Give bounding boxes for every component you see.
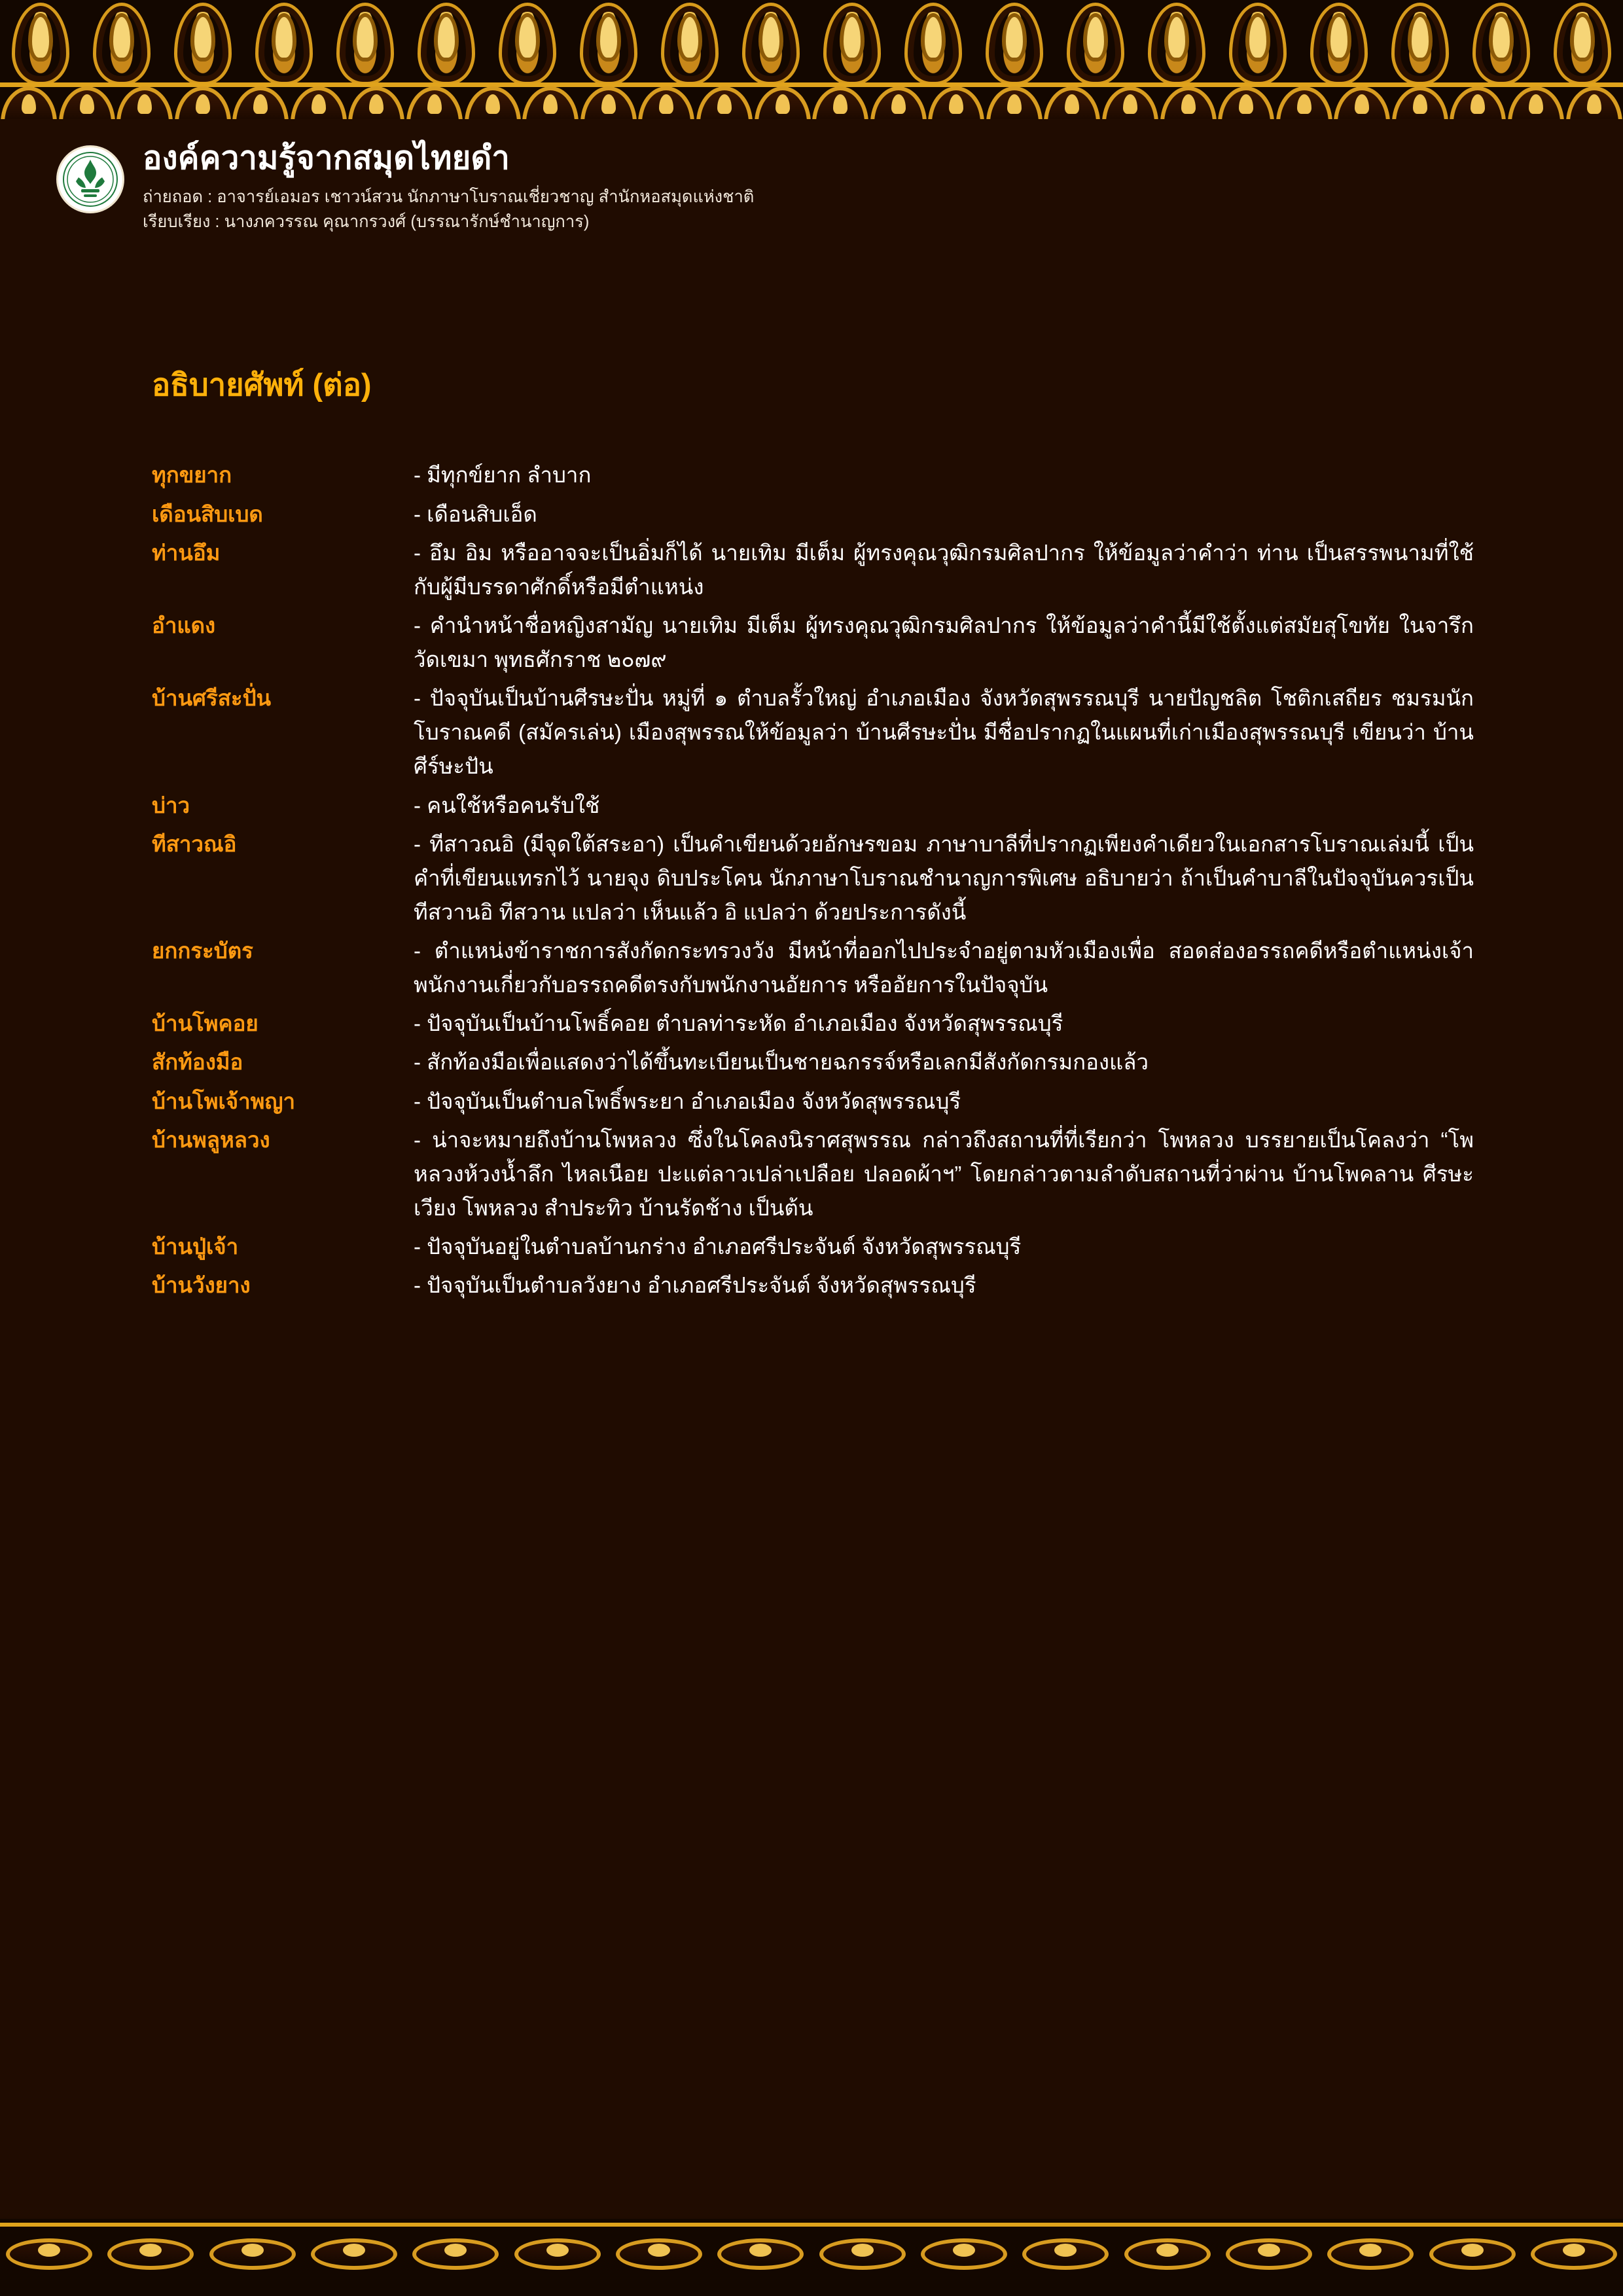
thai-pattern-motif-icon <box>162 0 243 82</box>
list-item <box>152 827 1474 929</box>
thai-flame-motif-icon <box>812 81 869 119</box>
glossary-term: บ้านวังยาง <box>152 1273 251 1298</box>
thai-pattern-motif-icon <box>1055 0 1136 82</box>
thai-flame-motif-icon <box>754 81 812 119</box>
top-decorative-border <box>0 0 1623 119</box>
thai-flame-motif-icon <box>348 81 405 119</box>
bottom-ornament-row <box>0 2234 1623 2269</box>
divider-line <box>0 2223 1623 2227</box>
thai-pattern-motif-icon <box>1298 0 1380 82</box>
thai-pattern-motif-icon <box>812 0 893 82</box>
thai-flame-motif-icon <box>580 81 637 119</box>
thai-pattern-motif-icon <box>893 0 974 82</box>
credit-transcriber: ถ่ายถอด : อาจารย์เอมอร เชาวน์สวน นักภาษาโบราณเชี่ยวชาญ สำนักหอสมุดแห่งชาติ <box>143 187 755 206</box>
thai-flame-motif-icon <box>290 81 348 119</box>
thai-flame-motif-icon <box>58 81 116 119</box>
thai-pattern-motif-icon <box>1542 0 1623 82</box>
thai-flame-motif-icon <box>986 81 1043 119</box>
thai-flame-motif-icon <box>637 81 695 119</box>
glossary-definition: - อึม อิม หรืออาจจะเป็นอิ่มก็ได้ นายเทิม มีเต็ม ผู้ทรงคุณวุฒิกรมศิลปากร ให้ข้อมูลว่าคำว่า ท่าน เป็นสรรพนามที่ใช้กับผู้มีบรรดาศักดิ์หรือมีตำแหน่ง <box>414 540 1474 599</box>
glossary-definition: - ทีสาวณอิ (มีจุดใต้สระอา) เป็นคำเขียนด้วยอักษรขอม ภาษาบาลีที่ปรากฏเพียงคำเดียวในเอกสารโบราณเล่มนี้ เป็นคำที่เขียนแทรกไว้ นายจุง ดิบประโคน นักภาษาโบราณชำนาญการพิเศษ อธิบายว่า ถ้าเป็นคำบาลีในปัจจุบันควรเป็น ทีสวานอิ ทีสวาน แปลว่า เห็นแล้ว อิ แปลว่า ด้วยประการดังนี้ <box>414 831 1474 924</box>
glossary-definition: - ปัจจุบันเป็นตำบลโพธิ์พระยา อำเภอเมือง จังหวัดสุพรรณบุรี <box>414 1088 961 1113</box>
thai-flame-motif-icon <box>1160 81 1217 119</box>
glossary-term: บ้านปู่เจ้า <box>152 1234 239 1259</box>
thai-pattern-motif-icon <box>0 0 81 82</box>
thai-flame-motif-icon <box>116 81 173 119</box>
section-title: อธิบายศัพท์ (ต่อ) <box>152 367 372 402</box>
thai-scroll-motif-icon <box>1220 2234 1318 2269</box>
glossary-term: ท่านอึม <box>152 540 221 565</box>
glossary-term: บ้านศรีสะปั่น <box>152 686 272 711</box>
thai-flame-motif-icon <box>1391 81 1449 119</box>
document-body <box>0 367 1623 1307</box>
glossary-definition: - ปัจจุบันเป็นตำบลวังยาง อำเภอศรีประจันต์ จังหวัดสุพรรณบุรี <box>414 1273 976 1298</box>
glossary-term: บ้านโพคอย <box>152 1011 259 1036</box>
thai-pattern-motif-icon <box>81 0 162 82</box>
thai-pattern-motif-icon <box>1217 0 1298 82</box>
thai-flame-motif-icon <box>522 81 579 119</box>
thai-flame-motif-icon <box>174 81 232 119</box>
thai-scroll-motif-icon <box>305 2234 403 2269</box>
thai-flame-motif-icon <box>1275 81 1333 119</box>
glossary-definition: - มีทุกข์ยาก ลำบาก <box>414 463 592 488</box>
glossary-definition: - คำนำหน้าชื่อหญิงสามัญ นายเทิม มีเต็ม ผู้ทรงคุณวุฒิกรมศิลปากร ให้ข้อมูลว่าคำนี้มีใช้ตั้งแต่สมัยสุโขทัย ในจารึกวัดเขมา พุทธศักราช ๒๐๗๙ <box>414 613 1474 672</box>
list-item <box>152 1045 1474 1079</box>
thai-scroll-motif-icon <box>508 2234 607 2269</box>
glossary-definition: - คนใช้หรือคนรับใช้ <box>414 793 600 817</box>
thai-scroll-motif-icon <box>610 2234 708 2269</box>
glossary-definition: - เดือนสิบเอ็ด <box>414 501 537 526</box>
thai-flame-motif-icon <box>406 81 463 119</box>
glossary-term: เดือนสิบเบด <box>152 501 263 526</box>
list-item <box>152 1268 1474 1302</box>
glossary-term: ยกกระบัตร <box>152 939 253 963</box>
top-ornament-row-large <box>0 0 1623 82</box>
thai-flame-motif-icon <box>1565 81 1623 119</box>
thai-flame-motif-icon <box>870 81 927 119</box>
thai-flame-motif-icon <box>1043 81 1101 119</box>
list-item <box>152 681 1474 783</box>
glossary-definition: - ปัจจุบันเป็นบ้านศีรษะปั่น หมู่ที่ ๑ ตำบลรั้วใหญ่ อำเภอเมือง จังหวัดสุพรรณบุรี นายปัญชลิต โชติกเสถียร ชมรมนักโบราณคดี (สมัครเล่น) เมืองสุพรรณให้ข้อมูลว่า บ้านศีรษะปั่น มีชื่อปรากฏในแผนที่เก่าเมืองสุพรรณบุรี เขียนว่า บ้านศีร์ษะปัน <box>414 686 1474 779</box>
thai-flame-motif-icon <box>464 81 522 119</box>
thai-scroll-motif-icon <box>204 2234 302 2269</box>
thai-scroll-motif-icon <box>1016 2234 1115 2269</box>
thai-pattern-motif-icon <box>1380 0 1461 82</box>
thai-pattern-motif-icon <box>1461 0 1542 82</box>
list-item <box>152 1007 1474 1041</box>
glossary-term: ทุกขยาก <box>152 463 232 488</box>
glossary-term: อำแดง <box>152 613 216 637</box>
glossary-definition: - ปัจจุบันเป็นบ้านโพธิ์คอย ตำบลท่าระหัด อำเภอเมือง จังหวัดสุพรรณบุรี <box>414 1011 1063 1036</box>
glossary-term: บ้านพลูหลวง <box>152 1127 270 1152</box>
top-ornament-row-small <box>0 81 1623 119</box>
list-item <box>152 1123 1474 1225</box>
list-item <box>152 609 1474 677</box>
bottom-decorative-border <box>0 2219 1623 2296</box>
thai-flame-motif-icon <box>927 81 985 119</box>
list-item <box>152 789 1474 823</box>
thai-scroll-motif-icon <box>1423 2234 1522 2269</box>
glossary-term: สักท้องมือ <box>152 1050 243 1075</box>
thai-flame-motif-icon <box>232 81 289 119</box>
thai-pattern-motif-icon <box>1136 0 1217 82</box>
glossary-definition: - ตำแหน่งข้าราชการสังกัดกระทรวงวัง มีหน้าที่ออกไปประจำอยู่ตามหัวเมืองเพื่อ สอดส่องอรรถคดีหรือตำแหน่งเจ้าพนักงานเกี่ยวกับอรรถคดีตรงกับพนักงานอัยการ หรืออัยการในปัจจุบัน <box>414 939 1474 997</box>
thai-flame-motif-icon <box>1507 81 1565 119</box>
glossary-definition: - น่าจะหมายถึงบ้านโพหลวง ซึ่งในโคลงนิราศสุพรรณ กล่าวถึงสถานที่ที่เรียกว่า โพหลวง บรรยายเป็นโคลงว่า “โพหลวงห้วงน้ำลึก ไหลเนือย ปะแต่ลาวเปล่าเปลือย ปลอดผ้าฯ” โดยกล่าวตามลำดับสถานที่ว่าผ่าน บ้านโพคลาน ศีรษะเวียง โพหลวง สำประทิว บ้านรัดช้าง เป็นต้น <box>414 1127 1474 1220</box>
thai-scroll-motif-icon <box>101 2234 200 2269</box>
thai-pattern-motif-icon <box>487 0 568 82</box>
thai-scroll-motif-icon <box>1118 2234 1217 2269</box>
national-library-seal-icon <box>56 145 124 213</box>
header-text-block <box>143 136 1567 234</box>
glossary-definition: - สักท้องมือเพื่อแสดงว่าได้ขึ้นทะเบียนเป็นชายฉกรรจ์หรือเลกมีสังกัดกรมกองแล้ว <box>414 1050 1149 1075</box>
glossary-list <box>152 458 1474 1302</box>
thai-scroll-motif-icon <box>915 2234 1013 2269</box>
list-item <box>152 934 1474 1002</box>
thai-pattern-motif-icon <box>406 0 487 82</box>
glossary-term: บ่าว <box>152 793 190 817</box>
thai-pattern-motif-icon <box>243 0 325 82</box>
glossary-term: ทีสาวณอิ <box>152 831 237 856</box>
thai-scroll-motif-icon <box>406 2234 505 2269</box>
thai-scroll-motif-icon <box>1525 2234 1623 2269</box>
thai-flame-motif-icon <box>1333 81 1391 119</box>
glossary-definition: - ปัจจุบันอยู่ในตำบลบ้านกร่าง อำเภอศรีประจันต์ จังหวัดสุพรรณบุรี <box>414 1234 1022 1259</box>
list-item <box>152 1085 1474 1119</box>
list-item <box>152 536 1474 604</box>
thai-pattern-motif-icon <box>325 0 406 82</box>
list-item <box>152 497 1474 531</box>
thai-scroll-motif-icon <box>0 2234 98 2269</box>
thai-pattern-motif-icon <box>974 0 1055 82</box>
thai-scroll-motif-icon <box>711 2234 810 2269</box>
thai-flame-motif-icon <box>0 81 58 119</box>
thai-scroll-motif-icon <box>1321 2234 1419 2269</box>
credit-editor: เรียบเรียง : นางภควรรณ คุณากรวงศ์ (บรรณารักษ์ชำนาญการ) <box>143 213 590 232</box>
thai-flame-motif-icon <box>1217 81 1275 119</box>
glossary-term: บ้านโพเจ้าพญา <box>152 1088 296 1113</box>
thai-pattern-motif-icon <box>649 0 730 82</box>
thai-flame-motif-icon <box>1449 81 1507 119</box>
document-header <box>0 136 1623 234</box>
thai-scroll-motif-icon <box>813 2234 912 2269</box>
thai-pattern-motif-icon <box>568 0 649 82</box>
thai-pattern-motif-icon <box>730 0 812 82</box>
page-title: องค์ความรู้จากสมุดไทยดำ <box>143 141 510 176</box>
thai-flame-motif-icon <box>696 81 753 119</box>
list-item <box>152 1230 1474 1264</box>
list-item <box>152 458 1474 492</box>
thai-flame-motif-icon <box>1101 81 1159 119</box>
